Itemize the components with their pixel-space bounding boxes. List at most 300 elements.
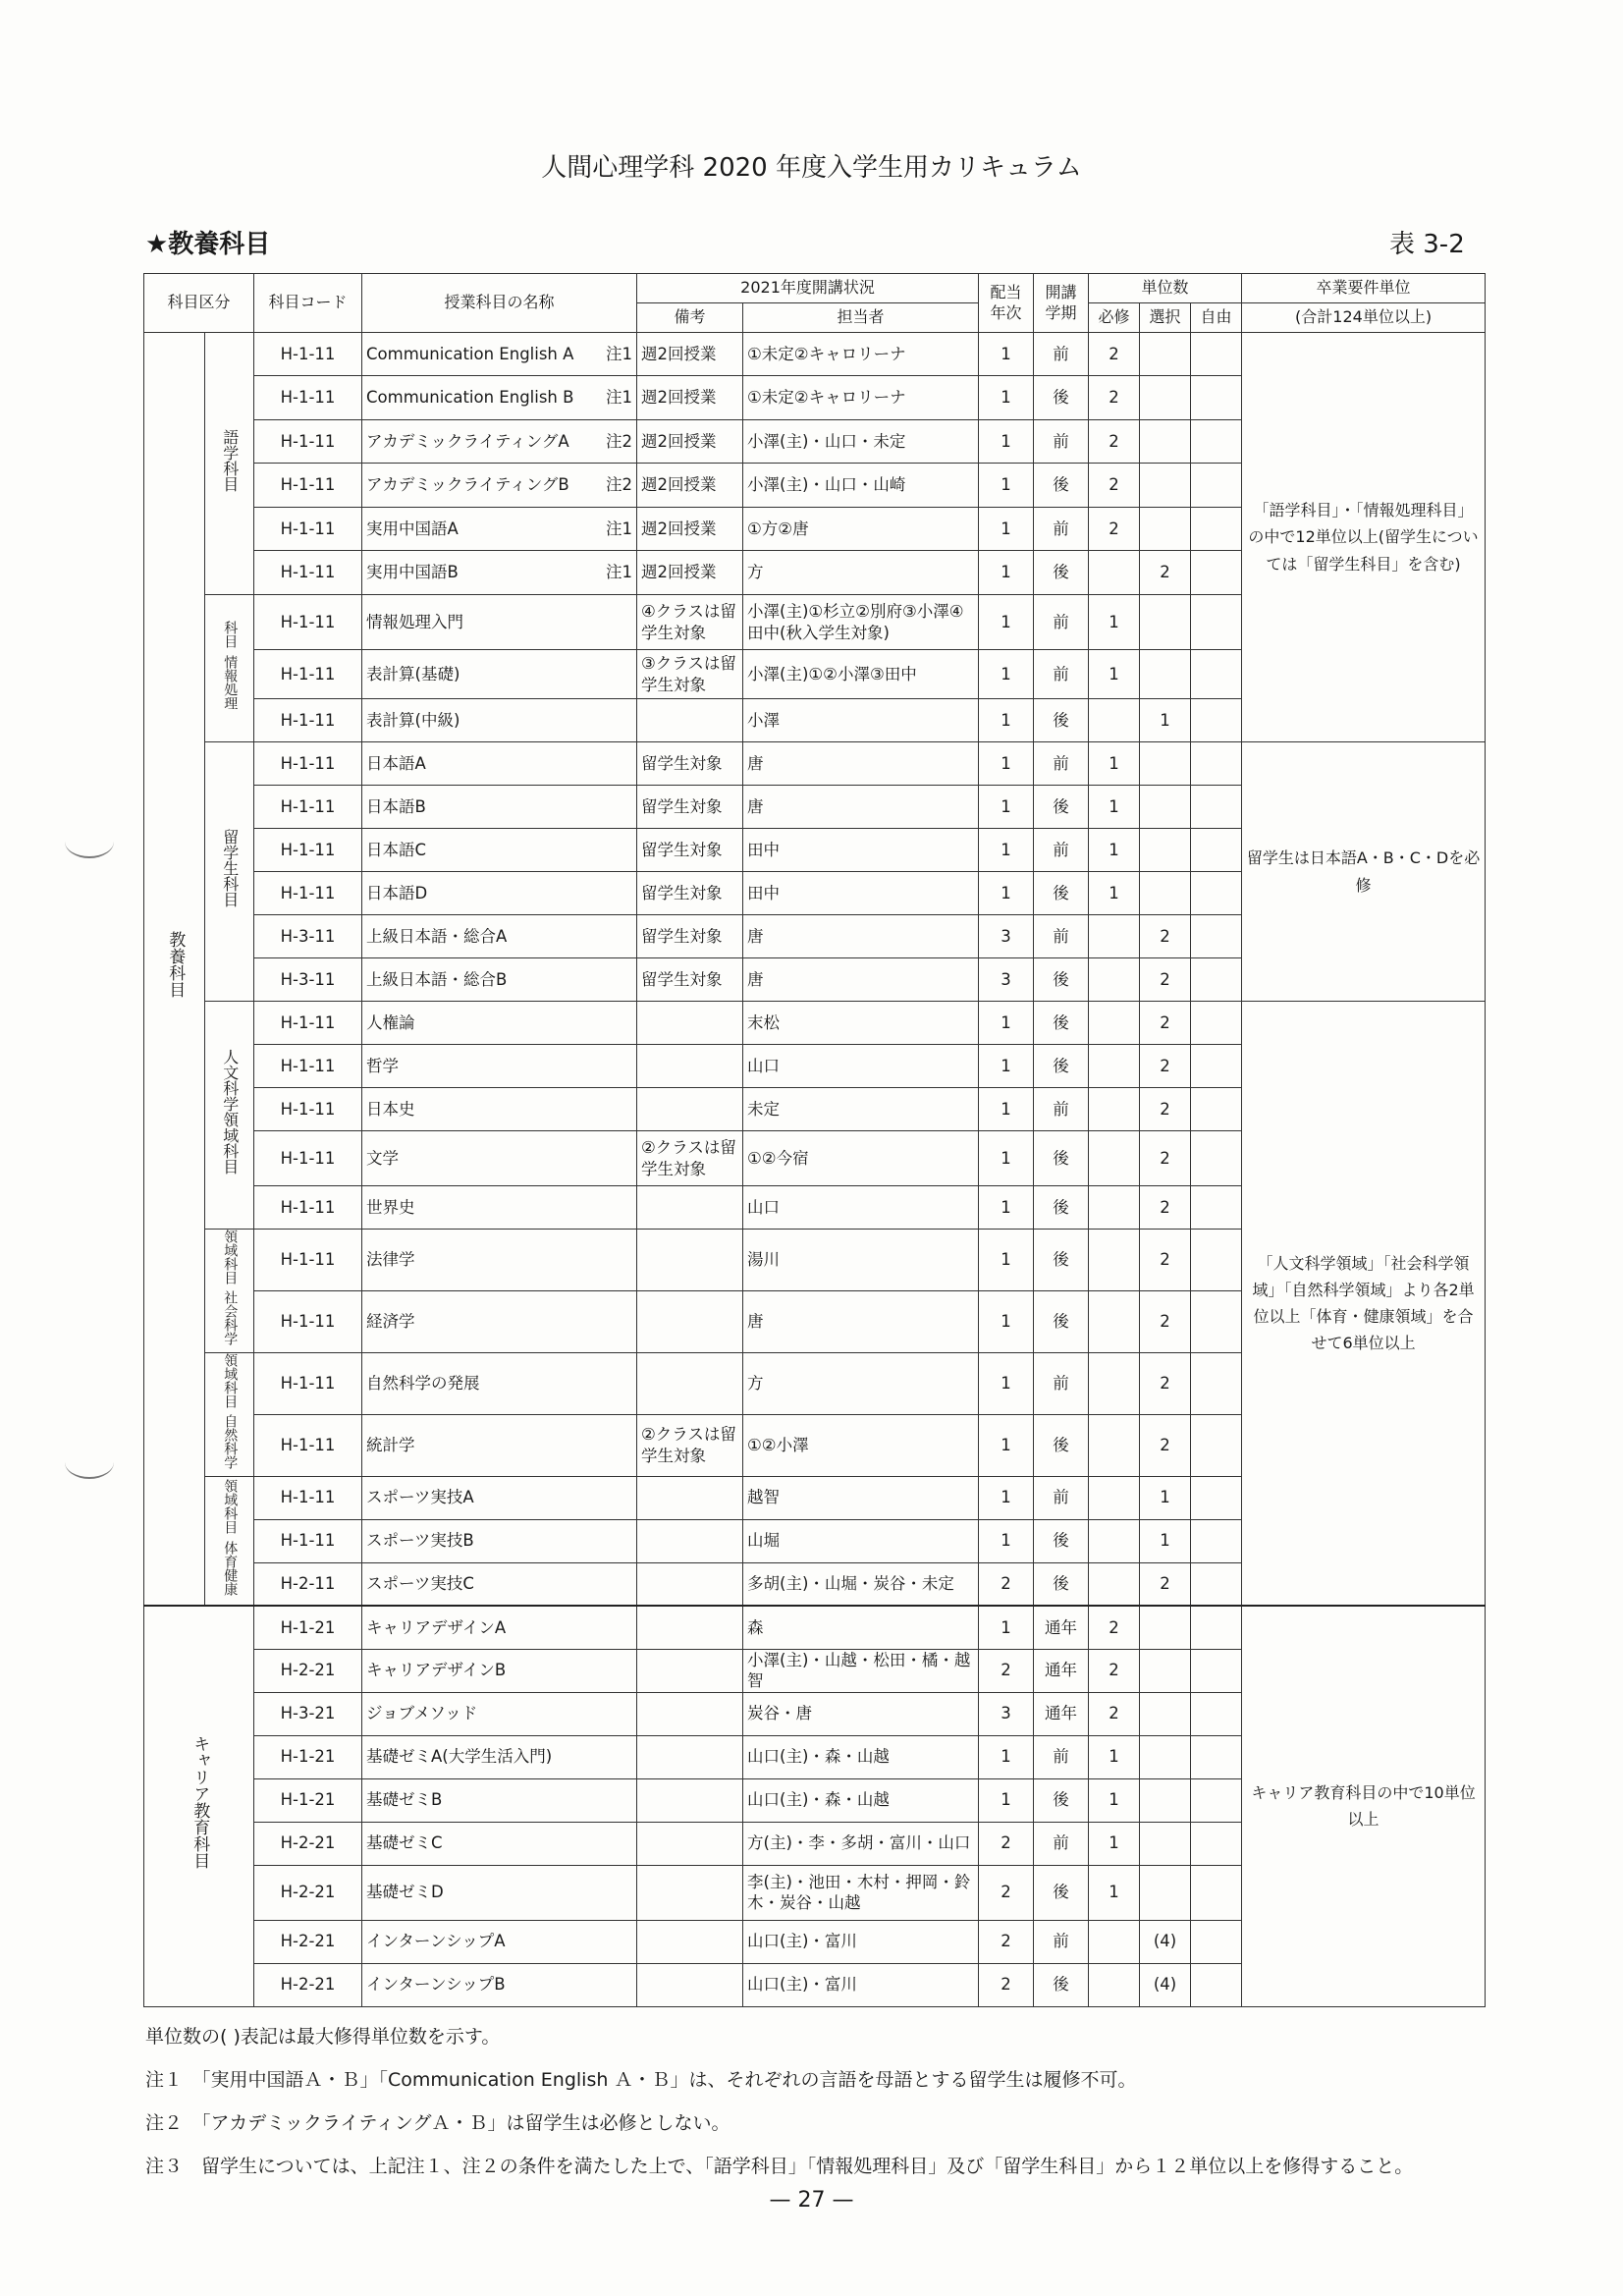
cell-code: H-1-21 — [254, 1735, 362, 1778]
note-line: 注１ 「実用中国語Ａ・Ｂ」「Communication English Ａ・Ｂ」は、それぞれの言語を母語とする留学生は履修不可。 — [145, 2069, 1137, 2091]
cell-name — [362, 786, 637, 829]
cell-teacher: 小澤(主)・山口・山崎 — [743, 464, 979, 508]
cell-free — [1191, 1290, 1242, 1352]
cell-year: 1 — [979, 333, 1034, 376]
cell-elective: 1 — [1140, 699, 1191, 742]
subcategory-natural — [205, 1352, 254, 1476]
cell-elective — [1140, 786, 1191, 829]
cell-name — [362, 1692, 637, 1735]
cell-name — [362, 420, 637, 464]
cell-free — [1191, 650, 1242, 699]
cell-remarks: 留学生対象 — [637, 958, 743, 1002]
cell-elective: 2 — [1140, 1414, 1191, 1476]
subcategory-sports — [205, 1476, 254, 1606]
cell-year: 1 — [979, 1476, 1034, 1519]
cell-code: H-2-21 — [254, 1649, 362, 1692]
cell-code: H-1-21 — [254, 1606, 362, 1649]
cell-name — [362, 872, 637, 915]
cell-free — [1191, 1414, 1242, 1476]
cell-remarks — [637, 1822, 743, 1865]
course-name: 表計算(中級) — [366, 710, 460, 730]
cell-teacher: 炭谷・唐 — [743, 1692, 979, 1735]
cell-remarks — [637, 1230, 743, 1291]
cell-term: 後 — [1034, 1002, 1089, 1045]
cell-teacher: ①②小澤 — [743, 1414, 979, 1476]
subcategory-label: 科目 — [222, 621, 239, 649]
cell-year: 2 — [979, 1822, 1034, 1865]
cell-teacher: 小澤(主)・山口・未定 — [743, 420, 979, 464]
page-title: 人間心理学科 2020 年度入学生用カリキュラム — [541, 153, 1082, 183]
cell-term: 後 — [1034, 872, 1089, 915]
cell-required: 1 — [1089, 1778, 1140, 1822]
cell-free — [1191, 551, 1242, 595]
cell-required — [1089, 1414, 1140, 1476]
cell-teacher: 方(主)・李・多胡・富川・山口 — [743, 1822, 979, 1865]
cell-code: H-2-21 — [254, 1822, 362, 1865]
cell-teacher: 山口(主)・富川 — [743, 1920, 979, 1963]
course-name: 日本史 — [366, 1099, 415, 1119]
course-name: 基礎ゼミD — [366, 1883, 444, 1902]
cell-teacher: 方 — [743, 551, 979, 595]
header-term: 開講学期 — [1034, 274, 1089, 333]
cell-code: H-1-11 — [254, 699, 362, 742]
course-name: 自然科学の発展 — [366, 1374, 480, 1393]
cell-elective — [1140, 742, 1191, 786]
cell-required: 1 — [1089, 786, 1140, 829]
cell-required: 1 — [1089, 1865, 1140, 1920]
cell-elective: 2 — [1140, 915, 1191, 958]
header-category: 科目区分 — [144, 274, 254, 333]
cell-year: 2 — [979, 1649, 1034, 1692]
cell-name — [362, 376, 637, 420]
cell-elective — [1140, 829, 1191, 872]
cell-code: H-1-11 — [254, 786, 362, 829]
course-name: 基礎ゼミB — [366, 1790, 443, 1810]
cell-required: 2 — [1089, 1606, 1140, 1649]
cell-elective — [1140, 508, 1191, 551]
cell-name — [362, 1186, 637, 1230]
cell-teacher: 小澤(主)①杉立②別府③小澤④田中(秋入学生対象) — [743, 595, 979, 650]
grad-requirement-language: 「語学科目」・「情報処理科目」の中で12単位以上(留学生については「留学生科目」を含む) — [1242, 333, 1486, 742]
cell-remarks — [637, 1963, 743, 2006]
cell-remarks — [637, 1088, 743, 1131]
cell-elective: 2 — [1140, 1088, 1191, 1131]
cell-name — [362, 1778, 637, 1822]
cell-required — [1089, 958, 1140, 1002]
course-name: 文学 — [366, 1148, 400, 1168]
cell-elective — [1140, 376, 1191, 420]
header-year: 配当年次 — [979, 274, 1034, 333]
cell-elective — [1140, 1778, 1191, 1822]
cell-code: H-1-11 — [254, 742, 362, 786]
cell-elective: 1 — [1140, 1519, 1191, 1562]
note-line: 単位数の( )表記は最大修得単位数を示す。 — [145, 2026, 501, 2048]
cell-remarks — [637, 1045, 743, 1088]
cell-required — [1089, 1476, 1140, 1519]
subcategory-label: 領域科目 — [222, 1352, 239, 1408]
course-name: 経済学 — [366, 1312, 415, 1332]
cell-year: 1 — [979, 1131, 1034, 1186]
course-name: アカデミックライティングB — [366, 475, 569, 495]
cell-required — [1089, 915, 1140, 958]
cell-year: 1 — [979, 829, 1034, 872]
subcategory-label: 語学科目 — [220, 428, 240, 492]
cell-elective: 2 — [1140, 1002, 1191, 1045]
cell-year: 1 — [979, 551, 1034, 595]
cell-required: 2 — [1089, 464, 1140, 508]
cell-required: 1 — [1089, 650, 1140, 699]
course-name: スポーツ実技C — [366, 1574, 474, 1594]
cell-free — [1191, 1045, 1242, 1088]
cell-term: 通年 — [1034, 1649, 1089, 1692]
table-row — [144, 742, 1486, 786]
cell-year: 3 — [979, 1692, 1034, 1735]
cell-term: 前 — [1034, 1088, 1089, 1131]
cell-year: 1 — [979, 376, 1034, 420]
header-free: 自由 — [1191, 303, 1242, 333]
cell-remarks: 留学生対象 — [637, 872, 743, 915]
cell-required — [1089, 1519, 1140, 1562]
cell-name — [362, 1476, 637, 1519]
grad-requirement-career: キャリア教育科目の中で10単位以上 — [1242, 1606, 1486, 2006]
cell-teacher: 山堀 — [743, 1519, 979, 1562]
course-name: 哲学 — [366, 1056, 400, 1075]
cell-term: 前 — [1034, 1735, 1089, 1778]
cell-name — [362, 1414, 637, 1476]
cell-teacher: 唐 — [743, 958, 979, 1002]
cell-free — [1191, 1606, 1242, 1649]
cell-term: 前 — [1034, 829, 1089, 872]
cell-remarks: ②クラスは留学生対象 — [637, 1131, 743, 1186]
cell-year: 1 — [979, 1045, 1034, 1088]
cell-required: 1 — [1089, 829, 1140, 872]
cell-code: H-1-21 — [254, 1778, 362, 1822]
cell-free — [1191, 915, 1242, 958]
cell-required — [1089, 1963, 1140, 2006]
cell-required: 1 — [1089, 595, 1140, 650]
subcategory-social — [205, 1230, 254, 1353]
cell-required: 2 — [1089, 1692, 1140, 1735]
cell-remarks — [637, 1865, 743, 1920]
cell-name — [362, 915, 637, 958]
header-grad-total: (合計124単位以上) — [1242, 303, 1486, 333]
cell-year: 1 — [979, 1186, 1034, 1230]
cell-name — [362, 1606, 637, 1649]
cell-year: 1 — [979, 1414, 1034, 1476]
cell-year: 1 — [979, 650, 1034, 699]
cell-teacher: 李(主)・池田・木村・押岡・鈴木・炭谷・山越 — [743, 1865, 979, 1920]
cell-code: H-1-11 — [254, 1002, 362, 1045]
course-name: スポーツ実技A — [366, 1488, 474, 1507]
cell-required: 1 — [1089, 742, 1140, 786]
cell-term: 後 — [1034, 786, 1089, 829]
cell-required: 2 — [1089, 1649, 1140, 1692]
cell-code: H-1-11 — [254, 1088, 362, 1131]
cell-code: H-2-21 — [254, 1865, 362, 1920]
cell-free — [1191, 508, 1242, 551]
cell-code: H-1-11 — [254, 376, 362, 420]
cell-term: 前 — [1034, 1352, 1089, 1414]
course-name: インターンシップA — [366, 1932, 506, 1951]
cell-name — [362, 1562, 637, 1606]
cell-term: 前 — [1034, 742, 1089, 786]
cell-required: 1 — [1089, 872, 1140, 915]
cell-free — [1191, 1088, 1242, 1131]
course-name: 統計学 — [366, 1435, 415, 1454]
note-line: 注３ 留学生については、上記注１、注２の条件を満たした上で、「語学科目」「情報処理科目」及び「留学生科目」から１２単位以上を修得すること。 — [145, 2156, 1414, 2177]
cell-remarks: ③クラスは留学生対象 — [637, 650, 743, 699]
cell-name — [362, 464, 637, 508]
cell-name — [362, 1290, 637, 1352]
cell-free — [1191, 1476, 1242, 1519]
course-name: 世界史 — [366, 1197, 415, 1217]
cell-term: 前 — [1034, 1822, 1089, 1865]
cell-term: 後 — [1034, 1865, 1089, 1920]
cell-code: H-3-21 — [254, 1692, 362, 1735]
cell-teacher: ①未定②キャロリーナ — [743, 376, 979, 420]
cell-remarks: 週2回授業 — [637, 333, 743, 376]
cell-code: H-2-21 — [254, 1920, 362, 1963]
course-name: Communication English A — [366, 344, 574, 363]
cell-free — [1191, 1562, 1242, 1606]
course-name: 上級日本語・総合A — [366, 926, 508, 946]
cell-term: 後 — [1034, 1414, 1089, 1476]
cell-teacher: ①方②唐 — [743, 508, 979, 551]
cell-free — [1191, 1002, 1242, 1045]
cell-remarks: 留学生対象 — [637, 829, 743, 872]
cell-elective — [1140, 1735, 1191, 1778]
note-line: 注２ 「アカデミックライティングＡ・Ｂ」は留学生は必修としない。 — [145, 2112, 730, 2134]
cell-free — [1191, 333, 1242, 376]
cell-free — [1191, 1778, 1242, 1822]
cell-code: H-3-11 — [254, 915, 362, 958]
cell-term: 後 — [1034, 699, 1089, 742]
cell-name — [362, 551, 637, 595]
header-elective: 選択 — [1140, 303, 1191, 333]
cell-free — [1191, 1692, 1242, 1735]
cell-term: 後 — [1034, 1186, 1089, 1230]
cell-free — [1191, 1822, 1242, 1865]
cell-name — [362, 1131, 637, 1186]
course-name: ジョブメソッド — [366, 1704, 478, 1723]
cell-code: H-1-11 — [254, 595, 362, 650]
cell-elective: 2 — [1140, 1131, 1191, 1186]
cell-free — [1191, 1230, 1242, 1291]
cell-term: 後 — [1034, 464, 1089, 508]
cell-term: 後 — [1034, 958, 1089, 1002]
cell-term: 通年 — [1034, 1692, 1089, 1735]
cell-required — [1089, 1088, 1140, 1131]
cell-teacher: ①未定②キャロリーナ — [743, 333, 979, 376]
cell-remarks — [637, 1649, 743, 1692]
header-grad-req: 卒業要件単位 — [1242, 274, 1486, 303]
cell-remarks — [637, 1352, 743, 1414]
course-name: 基礎ゼミC — [366, 1833, 443, 1853]
cell-name — [362, 742, 637, 786]
cell-elective — [1140, 872, 1191, 915]
cell-name — [362, 958, 637, 1002]
cell-free — [1191, 595, 1242, 650]
cell-code: H-1-11 — [254, 508, 362, 551]
cell-remarks: 週2回授業 — [637, 376, 743, 420]
course-name: スポーツ実技B — [366, 1531, 474, 1551]
cell-elective: (4) — [1140, 1963, 1191, 2006]
cell-year: 1 — [979, 742, 1034, 786]
cell-free — [1191, 786, 1242, 829]
course-name: アカデミックライティングA — [366, 431, 569, 451]
cell-required — [1089, 1352, 1140, 1414]
cell-year: 1 — [979, 420, 1034, 464]
course-note: 注1 — [606, 519, 633, 538]
cell-free — [1191, 872, 1242, 915]
cell-teacher: 越智 — [743, 1476, 979, 1519]
cell-code: H-1-11 — [254, 333, 362, 376]
cell-remarks: 留学生対象 — [637, 786, 743, 829]
cell-code: H-1-11 — [254, 1045, 362, 1088]
cell-name — [362, 1865, 637, 1920]
cell-term: 後 — [1034, 1519, 1089, 1562]
category-career — [144, 1606, 254, 2006]
cell-term: 前 — [1034, 650, 1089, 699]
course-note: 注1 — [606, 388, 633, 408]
cell-required: 2 — [1089, 508, 1140, 551]
cell-teacher: 多胡(主)・山堀・炭谷・未定 — [743, 1562, 979, 1606]
course-name: キャリアデザインA — [366, 1617, 507, 1637]
course-name: Communication English B — [366, 388, 574, 408]
course-name: 実用中国語A — [366, 519, 459, 538]
cell-required — [1089, 699, 1140, 742]
cell-remarks: 留学生対象 — [637, 915, 743, 958]
category-kyoyo — [144, 333, 205, 1607]
cell-free — [1191, 1186, 1242, 1230]
course-note: 注2 — [606, 475, 633, 495]
cell-code: H-1-11 — [254, 1414, 362, 1476]
cell-elective: 2 — [1140, 1352, 1191, 1414]
cell-remarks — [637, 699, 743, 742]
cell-remarks — [637, 1920, 743, 1963]
cell-teacher: 湯川 — [743, 1230, 979, 1291]
cell-code: H-1-11 — [254, 1290, 362, 1352]
cell-remarks — [637, 1290, 743, 1352]
cell-name — [362, 1649, 637, 1692]
cell-term: 後 — [1034, 1230, 1089, 1291]
cell-elective — [1140, 595, 1191, 650]
subcategory-info — [205, 595, 254, 742]
cell-year: 1 — [979, 1735, 1034, 1778]
cell-teacher: 山口(主)・富川 — [743, 1963, 979, 2006]
cell-year: 1 — [979, 508, 1034, 551]
cell-required: 1 — [1089, 1735, 1140, 1778]
cell-term: 後 — [1034, 1963, 1089, 2006]
header-required: 必修 — [1089, 303, 1140, 333]
cell-free — [1191, 1352, 1242, 1414]
cell-elective — [1140, 464, 1191, 508]
cell-elective: 2 — [1140, 1230, 1191, 1291]
cell-required — [1089, 551, 1140, 595]
cell-code: H-1-11 — [254, 650, 362, 699]
category-kyoyo-label: 教養科目 — [165, 931, 186, 999]
cell-year: 1 — [979, 1606, 1034, 1649]
cell-remarks — [637, 1735, 743, 1778]
course-note: 注1 — [606, 563, 633, 582]
header-teacher: 担当者 — [743, 303, 979, 333]
cell-year: 1 — [979, 1778, 1034, 1822]
cell-elective — [1140, 1649, 1191, 1692]
cell-code: H-1-11 — [254, 551, 362, 595]
course-name: 情報処理入門 — [366, 612, 464, 631]
cell-teacher: 未定 — [743, 1088, 979, 1131]
cell-name — [362, 1519, 637, 1562]
cell-name — [362, 508, 637, 551]
table-row — [144, 1002, 1486, 1045]
cell-year: 1 — [979, 872, 1034, 915]
cell-code: H-1-11 — [254, 420, 362, 464]
category-career-label: キャリア教育科目 — [189, 1735, 210, 1870]
course-name: 表計算(基礎) — [366, 664, 460, 683]
cell-name — [362, 1920, 637, 1963]
cell-elective: 2 — [1140, 1186, 1191, 1230]
course-name: 上級日本語・総合B — [366, 969, 508, 989]
cell-remarks: 週2回授業 — [637, 420, 743, 464]
cell-remarks — [637, 1562, 743, 1606]
cell-remarks — [637, 1692, 743, 1735]
header-remarks: 備考 — [637, 303, 743, 333]
subcategory-humanities — [205, 1002, 254, 1230]
cell-year: 2 — [979, 1865, 1034, 1920]
cell-teacher: 小澤(主)①②小澤③田中 — [743, 650, 979, 699]
cell-teacher: 唐 — [743, 1290, 979, 1352]
cell-remarks: ②クラスは留学生対象 — [637, 1414, 743, 1476]
cell-teacher: 山口 — [743, 1045, 979, 1088]
cell-required: 2 — [1089, 333, 1140, 376]
cell-year: 1 — [979, 1088, 1034, 1131]
cell-name — [362, 333, 637, 376]
cell-remarks — [637, 1476, 743, 1519]
cell-year: 1 — [979, 1230, 1034, 1291]
cell-required — [1089, 1002, 1140, 1045]
cell-year: 3 — [979, 958, 1034, 1002]
cell-required — [1089, 1045, 1140, 1088]
cell-elective — [1140, 1865, 1191, 1920]
cell-term: 前 — [1034, 333, 1089, 376]
cell-name — [362, 1735, 637, 1778]
cell-code: H-1-11 — [254, 1131, 362, 1186]
cell-term: 前 — [1034, 595, 1089, 650]
cell-code: H-1-11 — [254, 829, 362, 872]
cell-required: 2 — [1089, 420, 1140, 464]
cell-free — [1191, 376, 1242, 420]
cell-free — [1191, 699, 1242, 742]
course-name: 日本語D — [366, 883, 428, 902]
cell-year: 1 — [979, 786, 1034, 829]
cell-year: 1 — [979, 1352, 1034, 1414]
subcategory-label: 情報処理 — [222, 654, 239, 710]
cell-remarks: ④クラスは留学生対象 — [637, 595, 743, 650]
cell-term: 前 — [1034, 1920, 1089, 1963]
course-name: 人権論 — [366, 1012, 415, 1032]
course-name: 実用中国語B — [366, 563, 459, 582]
cell-elective — [1140, 1692, 1191, 1735]
cell-name — [362, 829, 637, 872]
cell-code: H-1-11 — [254, 1230, 362, 1291]
cell-teacher: 山口 — [743, 1186, 979, 1230]
cell-term: 通年 — [1034, 1606, 1089, 1649]
cell-name — [362, 650, 637, 699]
cell-term: 前 — [1034, 1476, 1089, 1519]
cell-name — [362, 595, 637, 650]
cell-required — [1089, 1230, 1140, 1291]
notes — [145, 2015, 1520, 2188]
